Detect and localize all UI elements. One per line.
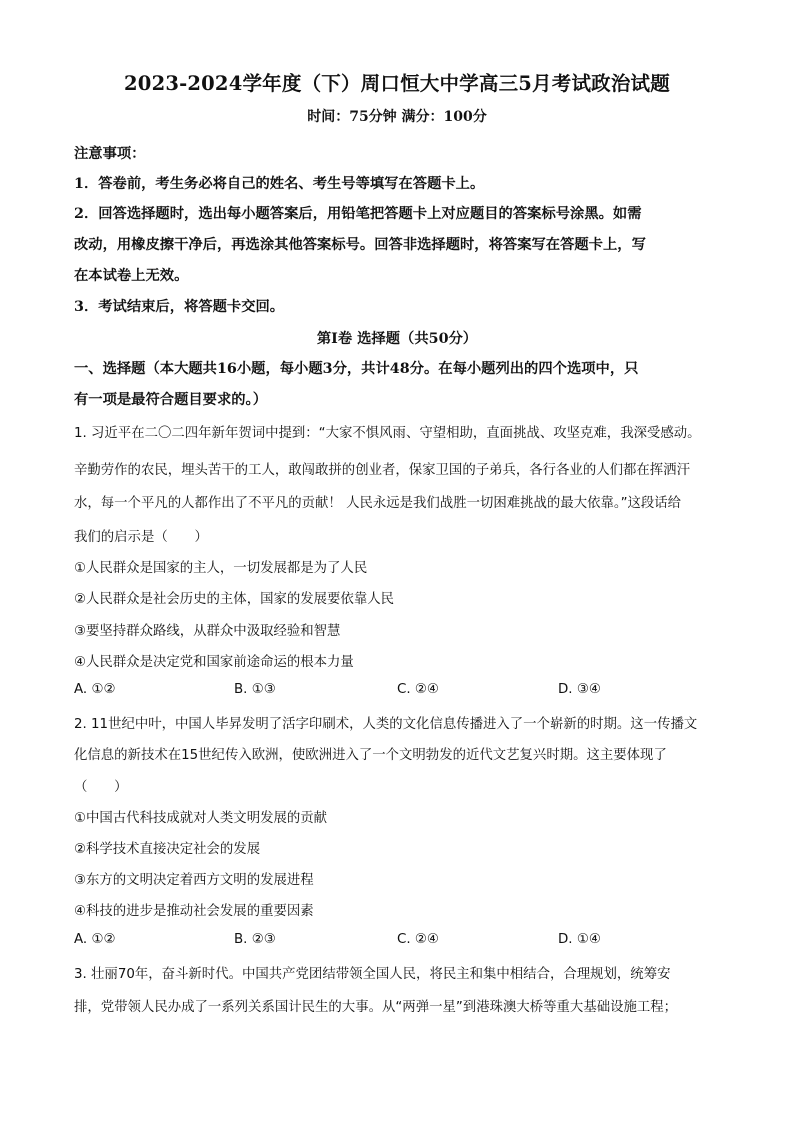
section-title: 第Ⅰ卷 选择题（共50分） (316, 331, 478, 347)
question-stem: 1. 习近平在二〇二四年新年贺词中提到：“大家不惧风雨、守望相助，直面挑战、攻坚克难，我深受感动。 (74, 426, 701, 441)
question-item: ③要坚持群众路线，从群众中汲取经验和智慧 (74, 624, 341, 639)
section-intro: 一、选择题（本大题共16小题，每小题3分，共计48分。在每小题列出的四个选项中，只 (74, 361, 639, 377)
option-a: A. ①② (74, 932, 116, 947)
option-b: B. ②③ (234, 932, 276, 947)
notice-line: 2．回答选择题时，选出每小题答案后，用铅笔把答题卡上对应题目的答案标号涂黑。如需 (74, 206, 642, 222)
option-d: D. ③④ (558, 682, 601, 697)
question-item: ②科学技术直接决定社会的发展 (74, 842, 261, 857)
question-stem: 排，党带领人民办成了一系列关系国计民生的大事。从“两弹一星”到港珠澳大桥等重大基础设施工程； (74, 1000, 678, 1015)
notice-line: 3．考试结束后，将答题卡交回。 (74, 299, 285, 315)
question-item: ①人民群众是国家的主人，一切发展都是为了人民 (74, 561, 368, 576)
notice-line: 改动，用橡皮擦干净后，再选涂其他答案标号。回答非选择题时，将答案写在答题卡上，写 (74, 237, 646, 253)
question-item: ①中国古代科技成就对人类文明发展的贡献 (74, 811, 328, 826)
notice-heading: 注意事项： (74, 146, 146, 162)
question-item: ④科技的进步是推动社会发展的重要因素 (74, 904, 314, 919)
option-d: D. ①④ (558, 932, 601, 947)
question-item: ②人民群众是社会历史的主体，国家的发展要依靠人民 (74, 592, 394, 607)
notice-line: 在本试卷上无效。 (74, 268, 189, 284)
question-stem: 2. 11世纪中叶，中国人毕昇发明了活字印刷术，人类的文化信息传播进入了一个崭新的时期。这一传播文 (74, 717, 698, 732)
question-stem: 辛勤劳作的农民，埋头苦干的工人，敢闯敢拼的创业者，保家卫国的子弟兵，各行各业的人们都在挥洒汗 (74, 463, 690, 478)
question-stem: 水，每一个平凡的人都作出了不平凡的贡献！ 人民永远是我们战胜一切困难挑战的最大依靠。”这段话给 (74, 496, 682, 511)
section-intro: 有一项是最符合题目要求的。） (74, 392, 268, 408)
question-stem: 化信息的新技术在15世纪传入欧洲，使欧洲进入了一个文明勃发的近代文艺复兴时期。这主要体现了 (74, 748, 667, 763)
question-item: ③东方的文明决定着西方文明的发展进程 (74, 873, 314, 888)
question-stem: （ ） (74, 780, 128, 795)
notice-line: 1．答卷前，考生务必将自己的姓名、考生号等填写在答题卡上。 (74, 176, 485, 192)
question-item: ④人民群众是决定党和国家前途命运的根本力量 (74, 655, 354, 670)
option-c: C. ②④ (397, 682, 439, 697)
option-c: C. ②④ (397, 932, 439, 947)
exam-time-score: 时间：75分钟 满分：100分 (307, 109, 487, 125)
question-stem: 我们的启示是（ ） (74, 530, 208, 545)
option-a: A. ①② (74, 682, 116, 697)
option-b: B. ①③ (234, 682, 276, 697)
exam-title: 2023-2024学年度（下）周口恒大中学高三5月考试政治试题 (124, 72, 670, 95)
question-stem: 3. 壮丽70年，奋斗新时代。中国共产党团结带领全国人民，将民主和集中相结合，合理规划，统筹安 (74, 967, 671, 982)
